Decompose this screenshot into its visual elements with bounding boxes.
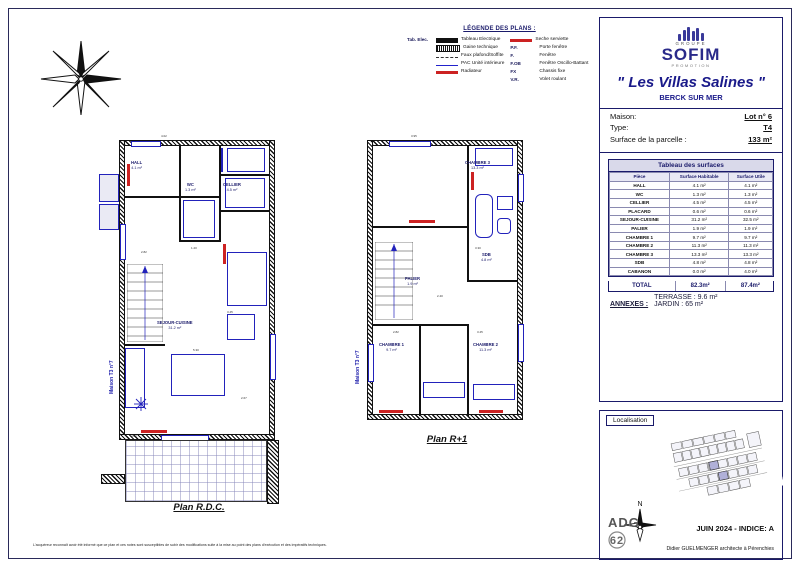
info-panel	[599, 17, 783, 402]
room-name: HALL	[131, 160, 143, 165]
cell-habitable: 4.5 m²	[669, 198, 729, 207]
legend-item	[407, 44, 504, 52]
room-name: WC	[186, 182, 194, 187]
info-row-maison	[610, 111, 772, 123]
patio-door-right	[270, 334, 276, 380]
svg-text:N: N	[637, 501, 643, 508]
cell-name: SEJOUR-CUISINE	[610, 216, 670, 225]
wall-interior	[221, 210, 269, 212]
bathroom-fixture-group	[183, 200, 215, 238]
project-title: " Les Villas Salines "	[617, 73, 765, 91]
room-label-chambre3	[465, 160, 490, 171]
wall-interior	[221, 174, 269, 176]
compass-rose-icon	[39, 39, 123, 117]
wall-interior	[467, 324, 469, 416]
wall-exterior-right	[269, 140, 275, 440]
cell-name: CHAMBRE 2	[610, 241, 670, 250]
legend-item	[510, 76, 592, 84]
info-row-type	[610, 122, 772, 134]
wall-interior	[125, 344, 165, 346]
room-name: CHAMBRE 2	[473, 342, 498, 347]
wall-interior	[179, 146, 181, 198]
dimension-text: 4.00	[131, 434, 137, 438]
room-area: 4.5 m²	[226, 188, 238, 193]
cell-name: CELLIER	[610, 198, 670, 207]
plant-icon	[133, 396, 149, 412]
cell-utile: 4.1 m²	[729, 181, 773, 190]
dimension-text: 4.02	[161, 134, 167, 138]
legend-label: Tableau Electrique	[461, 36, 501, 42]
project-location: BERCK SUR MER	[659, 92, 723, 102]
furniture-table	[171, 354, 225, 396]
window-left	[368, 344, 374, 382]
wall-interior	[419, 326, 421, 416]
legend-label: Volet roulant	[539, 76, 567, 82]
cell-habitable: 31.2 m²	[669, 216, 729, 225]
cell-name: CABANON	[610, 267, 670, 276]
legend-label: Fenêtre Oscillo-Battant	[539, 60, 589, 66]
room-label-wc	[185, 182, 196, 193]
cell-habitable: 11.3 m²	[669, 241, 729, 250]
table-header-row	[610, 172, 773, 181]
heat-pump-icon	[436, 65, 458, 66]
total-utile: 87.4m²	[740, 283, 760, 290]
legend-item	[510, 44, 592, 52]
wall-interior	[181, 240, 221, 242]
cell-name: WC	[610, 190, 670, 199]
room-label-palier	[405, 276, 420, 287]
window-left	[120, 224, 126, 260]
wall-interior	[179, 198, 181, 242]
dimension-text: 2.40	[437, 294, 443, 298]
room-label-sdb	[481, 252, 492, 263]
legal-footnote: L'acquéreur reconnaît avoir été informé que ce plan et ces notes sont susceptibles de subir des modifications suite à la mise au point des plans d'exécution et des impératifs techniques.	[33, 543, 327, 547]
room-name: CHAMBRE 1	[379, 342, 404, 347]
svg-text:62: 62	[609, 535, 625, 547]
room-label-cellier	[223, 182, 241, 193]
table-row	[610, 181, 773, 190]
table-row	[610, 198, 773, 207]
annexes-label: ANNEXES :	[610, 301, 649, 309]
cell-habitable: 1.3 m²	[669, 190, 729, 199]
exterior-window-block	[99, 174, 119, 202]
room-area: 1.9 m²	[407, 282, 418, 287]
legend	[407, 25, 592, 84]
table-row	[610, 259, 773, 268]
closet-fixture	[227, 148, 265, 172]
room-label-sejour-cuisine	[157, 320, 193, 331]
terrace-grid	[125, 440, 267, 502]
exterior-window-block-2	[99, 204, 119, 230]
window-right	[518, 324, 524, 362]
cell-habitable: 4.8 m²	[669, 259, 729, 268]
side-wall-terrace	[267, 440, 279, 504]
dimension-text: 2.82	[141, 250, 147, 254]
legend-key: F.OB	[510, 61, 521, 66]
wc-fixture	[497, 218, 511, 234]
cell-utile: 0.6 m²	[729, 207, 773, 216]
cell-habitable: 9.7 m²	[669, 233, 729, 242]
cell-utile: 1.3 m²	[729, 190, 773, 199]
legend-item	[407, 60, 504, 68]
wall-interior	[373, 324, 469, 326]
room-area: 1.3 m²	[185, 188, 196, 193]
room-label-chambre2	[473, 342, 498, 353]
legend-label: Radiateur	[461, 68, 482, 74]
plan-rdc	[101, 134, 291, 513]
legend-column-left	[407, 36, 504, 84]
cell-habitable: 1.9 m²	[669, 224, 729, 233]
radiator	[141, 430, 167, 433]
legend-key: F.	[510, 53, 514, 58]
legend-label: Faux plafond/Soffite	[461, 52, 504, 58]
type-label: Type:	[610, 123, 629, 133]
col-piece: Pièce	[610, 172, 670, 181]
wardrobe-chambre2	[473, 384, 515, 400]
window-top	[131, 141, 161, 147]
room-name: SDB	[481, 252, 491, 257]
wall-interior	[469, 280, 517, 282]
electrical-panel-icon	[436, 38, 458, 43]
radiator	[479, 410, 503, 413]
room-area: 4.8 m²	[481, 258, 492, 263]
plan-rdc-caption: Plan R.D.C.	[173, 502, 225, 513]
room-label-hall	[131, 160, 142, 171]
legend-key: V.R.	[510, 77, 519, 82]
bathtub-fixture	[475, 194, 493, 238]
legend-key: Tab. Elec.	[407, 37, 429, 42]
cell-habitable: 13.3 m²	[669, 250, 729, 259]
surfaces-table-wrap	[608, 159, 774, 278]
legend-label: Seche serviette	[535, 36, 569, 42]
legend-label: Porte fenêtre	[539, 44, 568, 50]
dimension-text: 2.67	[241, 396, 247, 400]
surfaces-total-row	[608, 281, 774, 292]
surfaces-table-title: Tableau des surfaces	[609, 160, 773, 172]
brand-logo	[600, 18, 782, 68]
room-area: 31.2 m²	[168, 326, 182, 331]
legend-title: LÉGENDE DES PLANS :	[463, 26, 536, 32]
maison-label: Maison:	[610, 111, 637, 121]
legend-label: PAC Unité intérieure	[461, 60, 505, 66]
wall-interior	[467, 228, 469, 282]
parcelle-value: 133 m²	[748, 135, 772, 145]
plan-r1	[349, 134, 539, 464]
cell-utile: 9.7 m²	[729, 233, 773, 242]
type-value: T4	[763, 123, 772, 133]
legend-item	[407, 52, 504, 60]
table-row	[610, 250, 773, 259]
legend-column-right	[510, 36, 592, 84]
cell-habitable: 0.0 m²	[669, 267, 729, 276]
legend-item	[407, 36, 504, 44]
towel-warmer-icon	[510, 39, 532, 42]
legend-item	[510, 36, 592, 44]
divider	[600, 152, 782, 153]
annexe-terrasse: TERRASSE : 9.6 m²	[654, 294, 718, 302]
room-area: 11.3 m²	[479, 348, 492, 353]
kitchen-unit-2	[227, 314, 255, 340]
legend-item	[407, 68, 504, 76]
room-label-chambre1	[379, 342, 404, 353]
legend-item	[510, 68, 592, 76]
radiator-icon	[436, 71, 458, 74]
dimension-text: 1.20	[191, 246, 197, 250]
table-row	[610, 233, 773, 242]
room-name: PALIER	[405, 276, 421, 281]
wall-interior	[373, 226, 469, 228]
table-row	[610, 190, 773, 199]
room-name: CHAMBRE 3	[465, 160, 490, 165]
radiator	[379, 410, 403, 413]
radiator	[409, 220, 435, 223]
logo-groupe-text: GROUPE	[675, 41, 707, 46]
info-row-parcelle	[610, 134, 772, 146]
side-label-maison-t3-7: Maison T3 n°7	[355, 350, 361, 384]
cell-name: HALL	[610, 181, 670, 190]
plan-r1-caption: Plan R+1	[426, 434, 468, 445]
legend-label: Gaine technique	[463, 44, 498, 50]
legend-label: Chassis fixe	[539, 68, 566, 74]
date-indice: JUIN 2024 - INDICE: A	[696, 524, 774, 533]
maison-value: Lot n° 6	[744, 111, 772, 121]
cell-utile: 4.5 m²	[729, 198, 773, 207]
table-row	[610, 207, 773, 216]
col-habitable: Surface Habitable	[669, 172, 729, 181]
legend-item	[510, 60, 592, 68]
dimension-text: 5.30	[193, 348, 199, 352]
radiator	[471, 172, 474, 190]
cell-utile: 1.9 m²	[729, 224, 773, 233]
radiator	[223, 244, 226, 264]
cell-utile: 11.3 m²	[729, 241, 773, 250]
cell-utile: 4.0 m²	[729, 267, 773, 276]
plan-sheet	[8, 8, 792, 559]
logo-sofim-text: SOFIM	[661, 45, 721, 64]
technical-duct-icon	[436, 45, 460, 52]
cell-name: CHAMBRE 3	[610, 250, 670, 259]
cell-name: PLACARD	[610, 207, 670, 216]
radiator	[127, 164, 130, 186]
wall-exterior-bottom	[367, 414, 523, 420]
legend-key: FX	[510, 69, 517, 74]
kitchen-units	[227, 252, 267, 306]
localisation-tab: Localisation	[606, 415, 654, 426]
cell-habitable: 4.1 m²	[669, 181, 729, 190]
total-label: TOTAL	[609, 281, 676, 291]
cell-name: SDB	[610, 259, 670, 268]
cabanon-block	[101, 474, 125, 484]
annexes-block	[600, 292, 782, 314]
room-name: SEJOUR-CUISINE	[157, 320, 193, 325]
wall-interior	[467, 146, 469, 226]
cell-utile: 32.5 m²	[729, 216, 773, 225]
false-ceiling-icon	[436, 57, 458, 58]
dimension-text: 2.82	[393, 330, 399, 334]
surfaces-table	[609, 172, 773, 277]
dimension-text: 3.95	[411, 134, 417, 138]
table-row	[610, 267, 773, 276]
localisation-panel	[599, 410, 783, 560]
legend-item	[510, 52, 592, 60]
lot-info	[600, 109, 782, 152]
cell-name: CHAMBRE 1	[610, 233, 670, 242]
window-right-top	[518, 174, 524, 202]
room-area: 4.1 m²	[131, 166, 142, 171]
wall-interior	[125, 196, 221, 198]
logo-bars-icon	[600, 26, 782, 41]
wardrobe-chambre1	[423, 382, 465, 398]
room-area: 9.7 m²	[386, 348, 397, 353]
logo-promotion-text: PROMOTION	[671, 62, 711, 68]
architect-credit: Didier GUELMENGER architecte à Pérenchies	[666, 546, 774, 552]
pac-indoor-unit	[221, 148, 223, 172]
table-row	[610, 216, 773, 225]
total-habitable: 82.3m²	[676, 281, 726, 291]
room-name: CELLIER	[223, 182, 241, 187]
dimension-text: 3.30	[475, 246, 481, 250]
legend-label: Fenêtre	[539, 52, 556, 58]
parcelle-label: Surface de la parcelle :	[610, 135, 687, 145]
col-utile: Surface Utile	[729, 172, 773, 181]
window-top	[389, 141, 431, 147]
side-label-maison-t3-7: Maison T3 n°7	[109, 360, 115, 394]
dimension-text: 3.45	[227, 310, 233, 314]
cell-utile: 4.8 m²	[729, 259, 773, 268]
table-row	[610, 224, 773, 233]
cell-name: PALIER	[610, 224, 670, 233]
cell-utile: 13.3 m²	[729, 250, 773, 259]
site-map	[666, 417, 784, 508]
table-row	[610, 241, 773, 250]
annexe-jardin: JARDIN : 65 m²	[654, 301, 704, 309]
annexes-values	[654, 294, 717, 308]
adg-logo	[608, 515, 642, 553]
legend-key: P.F.	[510, 45, 518, 50]
sink-fixture	[497, 196, 513, 210]
cell-habitable: 0.6 m²	[669, 207, 729, 216]
room-area: 13.3 m²	[471, 166, 484, 171]
dimension-text: 3.45	[477, 330, 483, 334]
adg-text: ADG	[608, 515, 640, 530]
